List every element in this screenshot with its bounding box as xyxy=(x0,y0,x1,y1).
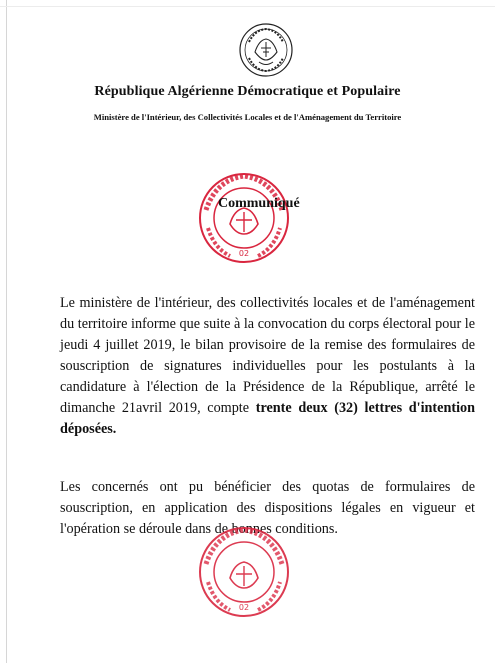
stamp-number: 02 xyxy=(238,249,250,258)
ministry-header: Ministère de l'Intérieur, des Collectivités Locales et de l'Aménagement du Territoire xyxy=(93,112,402,122)
country-header: République Algérienne Démocratique et Populaire xyxy=(94,84,401,99)
paragraph-1-bold: trente deux (32) lettres d'intention déposées. xyxy=(60,400,475,437)
page-top-edge xyxy=(0,6,495,7)
paragraph-2: Les concernés ont pu bénéficier des quotas de formulaires de souscription, en application des dispositions légales en vigueur et l'opération se déroule dans de bonnes conditions. xyxy=(60,479,475,537)
paragraph-1-text: Le ministère de l'intérieur, des collectivités locales et de l'aménagement du territoire informe que suite à la convocation du corps électoral pour le jeudi 4 juillet 2019, le bilan provisoire de la remise des formulaires de souscription de signatures individuelles pour les postulants à la candidature à l'élection de la Présidence de la République, arrêté le dimanche 21avril 2019, compte xyxy=(60,295,475,416)
paragraph-1 xyxy=(60,293,475,440)
national-emblem-icon xyxy=(235,22,297,78)
official-stamp-icon xyxy=(196,524,292,620)
stamp-number: 02 xyxy=(238,603,250,612)
official-stamp-icon xyxy=(196,170,292,266)
document-title: Communiqué xyxy=(218,196,300,211)
